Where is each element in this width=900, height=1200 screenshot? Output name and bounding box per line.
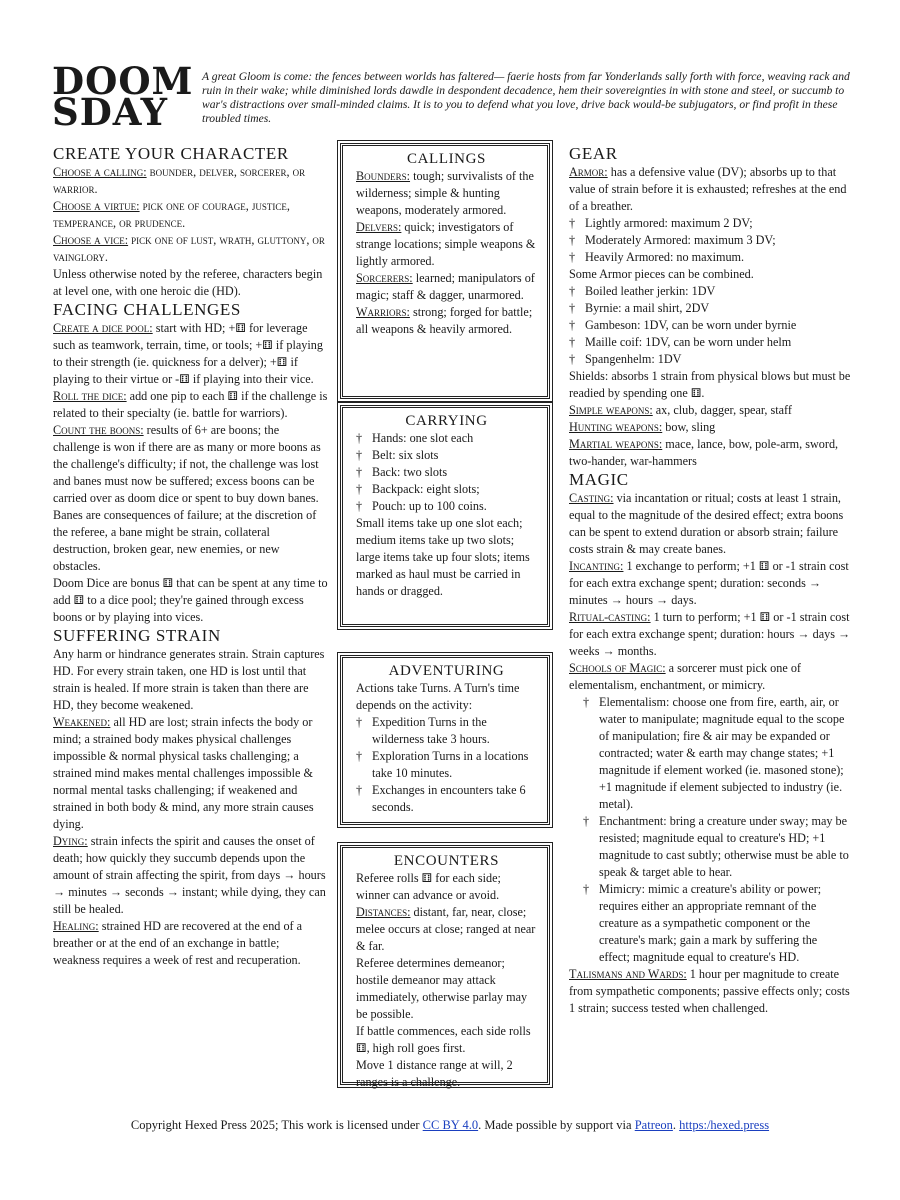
armor-piece-spangenhelm: † Spangenhelm: 1DV (569, 351, 851, 368)
patreon-link[interactable]: Patreon (634, 1118, 673, 1132)
turn-exploration: † Exploration Turns in a locations take 10 minutes. (356, 748, 537, 782)
armor-piece-gambeson: † Gambeson: 1DV, can be worn under byrnie (569, 317, 851, 334)
school-mimicry: † Mimicry: mimic a creature's ability or power; requires either an appropriate remnant of the creature as a sympathetic component or the creature's mark; gain a mark by suffering the effect; magnitude equal to creature's HD. (569, 881, 851, 966)
delvers-entry: Delvers: quick; investigators of strange locations; simple weapons & lightly armored. (356, 220, 536, 268)
banes-rule: Banes are consequences of failure; at the discretion of the referee, a bane might be strain, collateral destruction, broken gear, new enemies, or new obstacles. (53, 508, 317, 573)
armor-moderate: † Moderately Armored: maximum 3 DV; (569, 232, 851, 249)
logo-line-1: DOOM (52, 59, 194, 103)
schools-rule: Schools of Magic: a sorcerer must pick one of elementalism, enchantment, or mimicry. (569, 661, 801, 692)
footer: Copyright Hexed Press 2025; This work is licensed under CC BY 4.0. Made possible by support via Patreon. https:/hexed.press (130, 1118, 770, 1132)
encounter-initiative: Referee rolls ⚅ for each side; winner can advance or avoid. (356, 871, 501, 902)
adventuring-box (340, 655, 550, 825)
bounders-entry: Bounders: tough; survivalists of the wilderness; simple & hunting weapons, moderately armored. (356, 169, 534, 217)
weakened-rule: Weakened: all HD are lost; strain infects the body or mind; a strained body makes physical challenges impossible & normal physical tasks challenging; a strained mind makes mental challenges impossible & normal mental tasks challenging; if weakened and strained in both body & mind, any more strain causes dying. (53, 715, 314, 831)
callings-heading: CALLINGS (407, 151, 486, 167)
simple-weapons: Simple weapons: ax, club, dagger, spear, staff (569, 403, 792, 417)
talismans-rule: Talismans and Wards: 1 hour per magnitude to create from sympathetic components; passive effects only; costs 1 strain; success tested when challenged. (569, 967, 850, 1015)
level-note: Unless otherwise noted by the referee, characters begin at level one, with one heroic die (HD). (53, 267, 323, 298)
armor-piece-coif: † Maille coif: 1DV, can be worn under helm (569, 334, 851, 351)
license-link[interactable]: CC BY 4.0 (422, 1118, 479, 1132)
doomsday-logo (52, 59, 194, 134)
carry-slot-belt: † Belt: six slots (356, 447, 537, 464)
count-boons-rule: Count the boons: results of 6+ are boons; the challenge is won if there are as many or more boons as the challenge's difficulty; if not, the challenge was lost and banes must now be suffered; excess boons can be carried over as doom dice or spent to buy down banes. (53, 423, 321, 505)
virtue-rule: Choose a virtue: pick one of courage, justice, temperance, or prudence. (53, 199, 290, 230)
incanting-rule: Incanting: 1 exchange to perform; +1 ⚅ or -1 strain cost for each extra exchange spent; duration: seconds → minutes → hours → days. (569, 559, 849, 607)
healing-rule: Healing: strained HD are recovered at the end of a breather or at the end of an exchange in battle; weakness requires a week of rest and recuperation. (53, 919, 303, 967)
adventuring-intro: Actions take Turns. A Turn's time depends on the activity: (356, 681, 520, 712)
strain-rule: Any harm or hindrance generates strain. Strain captures HD. For every strain taken, one HD is lost until that strain is healed. If more strain is taken than there are HD, they become weakened. (53, 647, 325, 712)
turn-exchanges: † Exchanges in encounters take 6 seconds. (356, 782, 537, 816)
casting-rule: Casting: via incantation or ritual; costs at least 1 strain, equal to the magnitude of the desired effect; extra boons can be spent to extend duration or absorb strain; failure costs strain & may create banes. (569, 491, 844, 556)
demeanor-rule: Referee determines demeanor; hostile demeanor may attack immediately, otherwise parlay may be possible. (356, 956, 528, 1021)
sorcerers-entry: Sorcerers: learned; manipulators of magic; staff & dagger, unarmored. (356, 271, 535, 302)
roll-dice-rule: Roll the dice: add one pip to each ⚅ if the challenge is related to their specialty (ie. battle for warriors). (53, 389, 328, 420)
movement-rule: Move 1 distance range at will, 2 ranges is a challenge. (356, 1058, 513, 1089)
battle-order-rule: If battle commences, each side rolls ⚅, high roll goes first. (356, 1024, 531, 1055)
gear-heading: GEAR (569, 144, 618, 163)
magic-heading: MAGIC (569, 470, 629, 489)
carry-slot-backpack: † Backpack: eight slots; (356, 481, 537, 498)
callings-box (340, 143, 550, 399)
logo-line-2: SDAY (52, 90, 169, 134)
school-elementalism: † Elementalism: choose one from fire, earth, air, or water to manipulate; magnitude equal to the scope of manipulation; fire & air may be expanded or contracted; water & earth may change states; +1 magnitude if element worked (ie. masoned stone); +1 magnitude if element subjected to industry (ie. metal). (569, 694, 851, 813)
dice-pool-rule: Create a dice pool: start with HD; +⚅ for leverage such as teamwork, terrain, time, or tools; +⚅ if playing to their strength (ie. quickness for a delver); +⚅ if playing to their virtue or -⚅ if playing into their vice. (53, 321, 323, 386)
item-size-note: Small items take up one slot each; medium items take up two slots; large items take up four slots; items marked as haul must be carried in hands or dragged. (356, 516, 530, 598)
carry-slot-back: † Back: two slots (356, 464, 537, 481)
doom-dice-rule: Doom Dice are bonus ⚅ that can be spent at any time to add ⚅ to a dice pool; they're gained through excess boons or by playing into vices. (53, 576, 328, 624)
left-column (53, 144, 328, 969)
calling-rule: Choose a calling: bounder, delver, sorcerer, or warrior. (53, 165, 306, 196)
suffering-strain-heading: SUFFERING STRAIN (53, 626, 221, 645)
vice-rule: Choose a vice: pick one of lust, wrath, gluttony, or vainglory. (53, 233, 325, 264)
armor-light: † Lightly armored: maximum 2 DV; (569, 215, 851, 232)
copyright-text: Copyright Hexed Press 2025; This work is licensed under (130, 1118, 423, 1132)
website-link[interactable]: https:/hexed.press (679, 1118, 770, 1132)
school-enchantment: † Enchantment: bring a creature under sway; may be resisted; magnitude equal to creature's HD; +1 magnitude to cast subtly; otherwise must be able to speak & target able to hear. (569, 813, 851, 881)
right-column (569, 144, 851, 1017)
distances-rule: Distances: distant, far, near, close; melee occurs at close; ranged at near & far. (356, 905, 536, 953)
carry-slot-pouch: † Pouch: up to 100 coins. (356, 498, 537, 515)
create-character-heading: CREATE YOUR CHARACTER (53, 144, 289, 163)
ritual-rule: Ritual-casting: 1 turn to perform; +1 ⚅ or -1 strain cost for each extra exchange spent; duration: hours → days → weeks → months. (569, 610, 851, 658)
armor-piece-jerkin: † Boiled leather jerkin: 1DV (569, 283, 851, 300)
carry-slot-hands: † Hands: one slot each (356, 430, 537, 447)
turn-expedition: † Expedition Turns in the wilderness take 3 hours. (356, 714, 537, 748)
shields-rule: Shields: absorbs 1 strain from physical blows but must be readied by spending one ⚅. (569, 369, 851, 400)
armor-heavy: † Heavily Armored: no maximum. (569, 249, 851, 266)
martial-weapons: Martial weapons: mace, lance, bow, pole-arm, sword, two-hander, war-hammers (569, 437, 839, 468)
armor-combine-note: Some Armor pieces can be combined. (569, 267, 754, 281)
adventuring-heading: ADVENTURING (388, 663, 505, 679)
armor-piece-byrnie: † Byrnie: a mail shirt, 2DV (569, 300, 851, 317)
encounters-box (340, 845, 550, 1089)
warriors-entry: Warriors: strong; forged for battle; all weapons & heavily armored. (356, 305, 533, 336)
carrying-box (340, 405, 550, 627)
dying-rule: Dying: strain infects the spirit and causes the onset of death; how quickly they succumb depends upon the amount of strain affecting the spirit, from days → hours → minutes → seconds → instant; while dying, they can still be healed. (53, 834, 326, 916)
encounters-heading: ENCOUNTERS (393, 853, 500, 869)
hunting-weapons: Hunting weapons: bow, sling (569, 420, 716, 434)
carrying-heading: CARRYING (405, 413, 488, 429)
armor-rule: Armor: has a defensive value (DV); absorbs up to that value of strain before it is exhausted; refreshes at the end of a breather. (569, 165, 847, 213)
intro-text: A great Gloom is come: the fences between worlds has faltered— faerie hosts from far Yonderlands sally forth with force, weaving rack and ruin in their wake; while diminished lords dawdle in despondent decadence, hem their sovereignties in with stone and steel, or succumb to war's distractions over small-minded claims. It is to you to defend what you love, drive back would-be subjugators, or find profit in these troubled times. (202, 70, 850, 125)
facing-challenges-heading: FACING CHALLENGES (53, 300, 241, 319)
